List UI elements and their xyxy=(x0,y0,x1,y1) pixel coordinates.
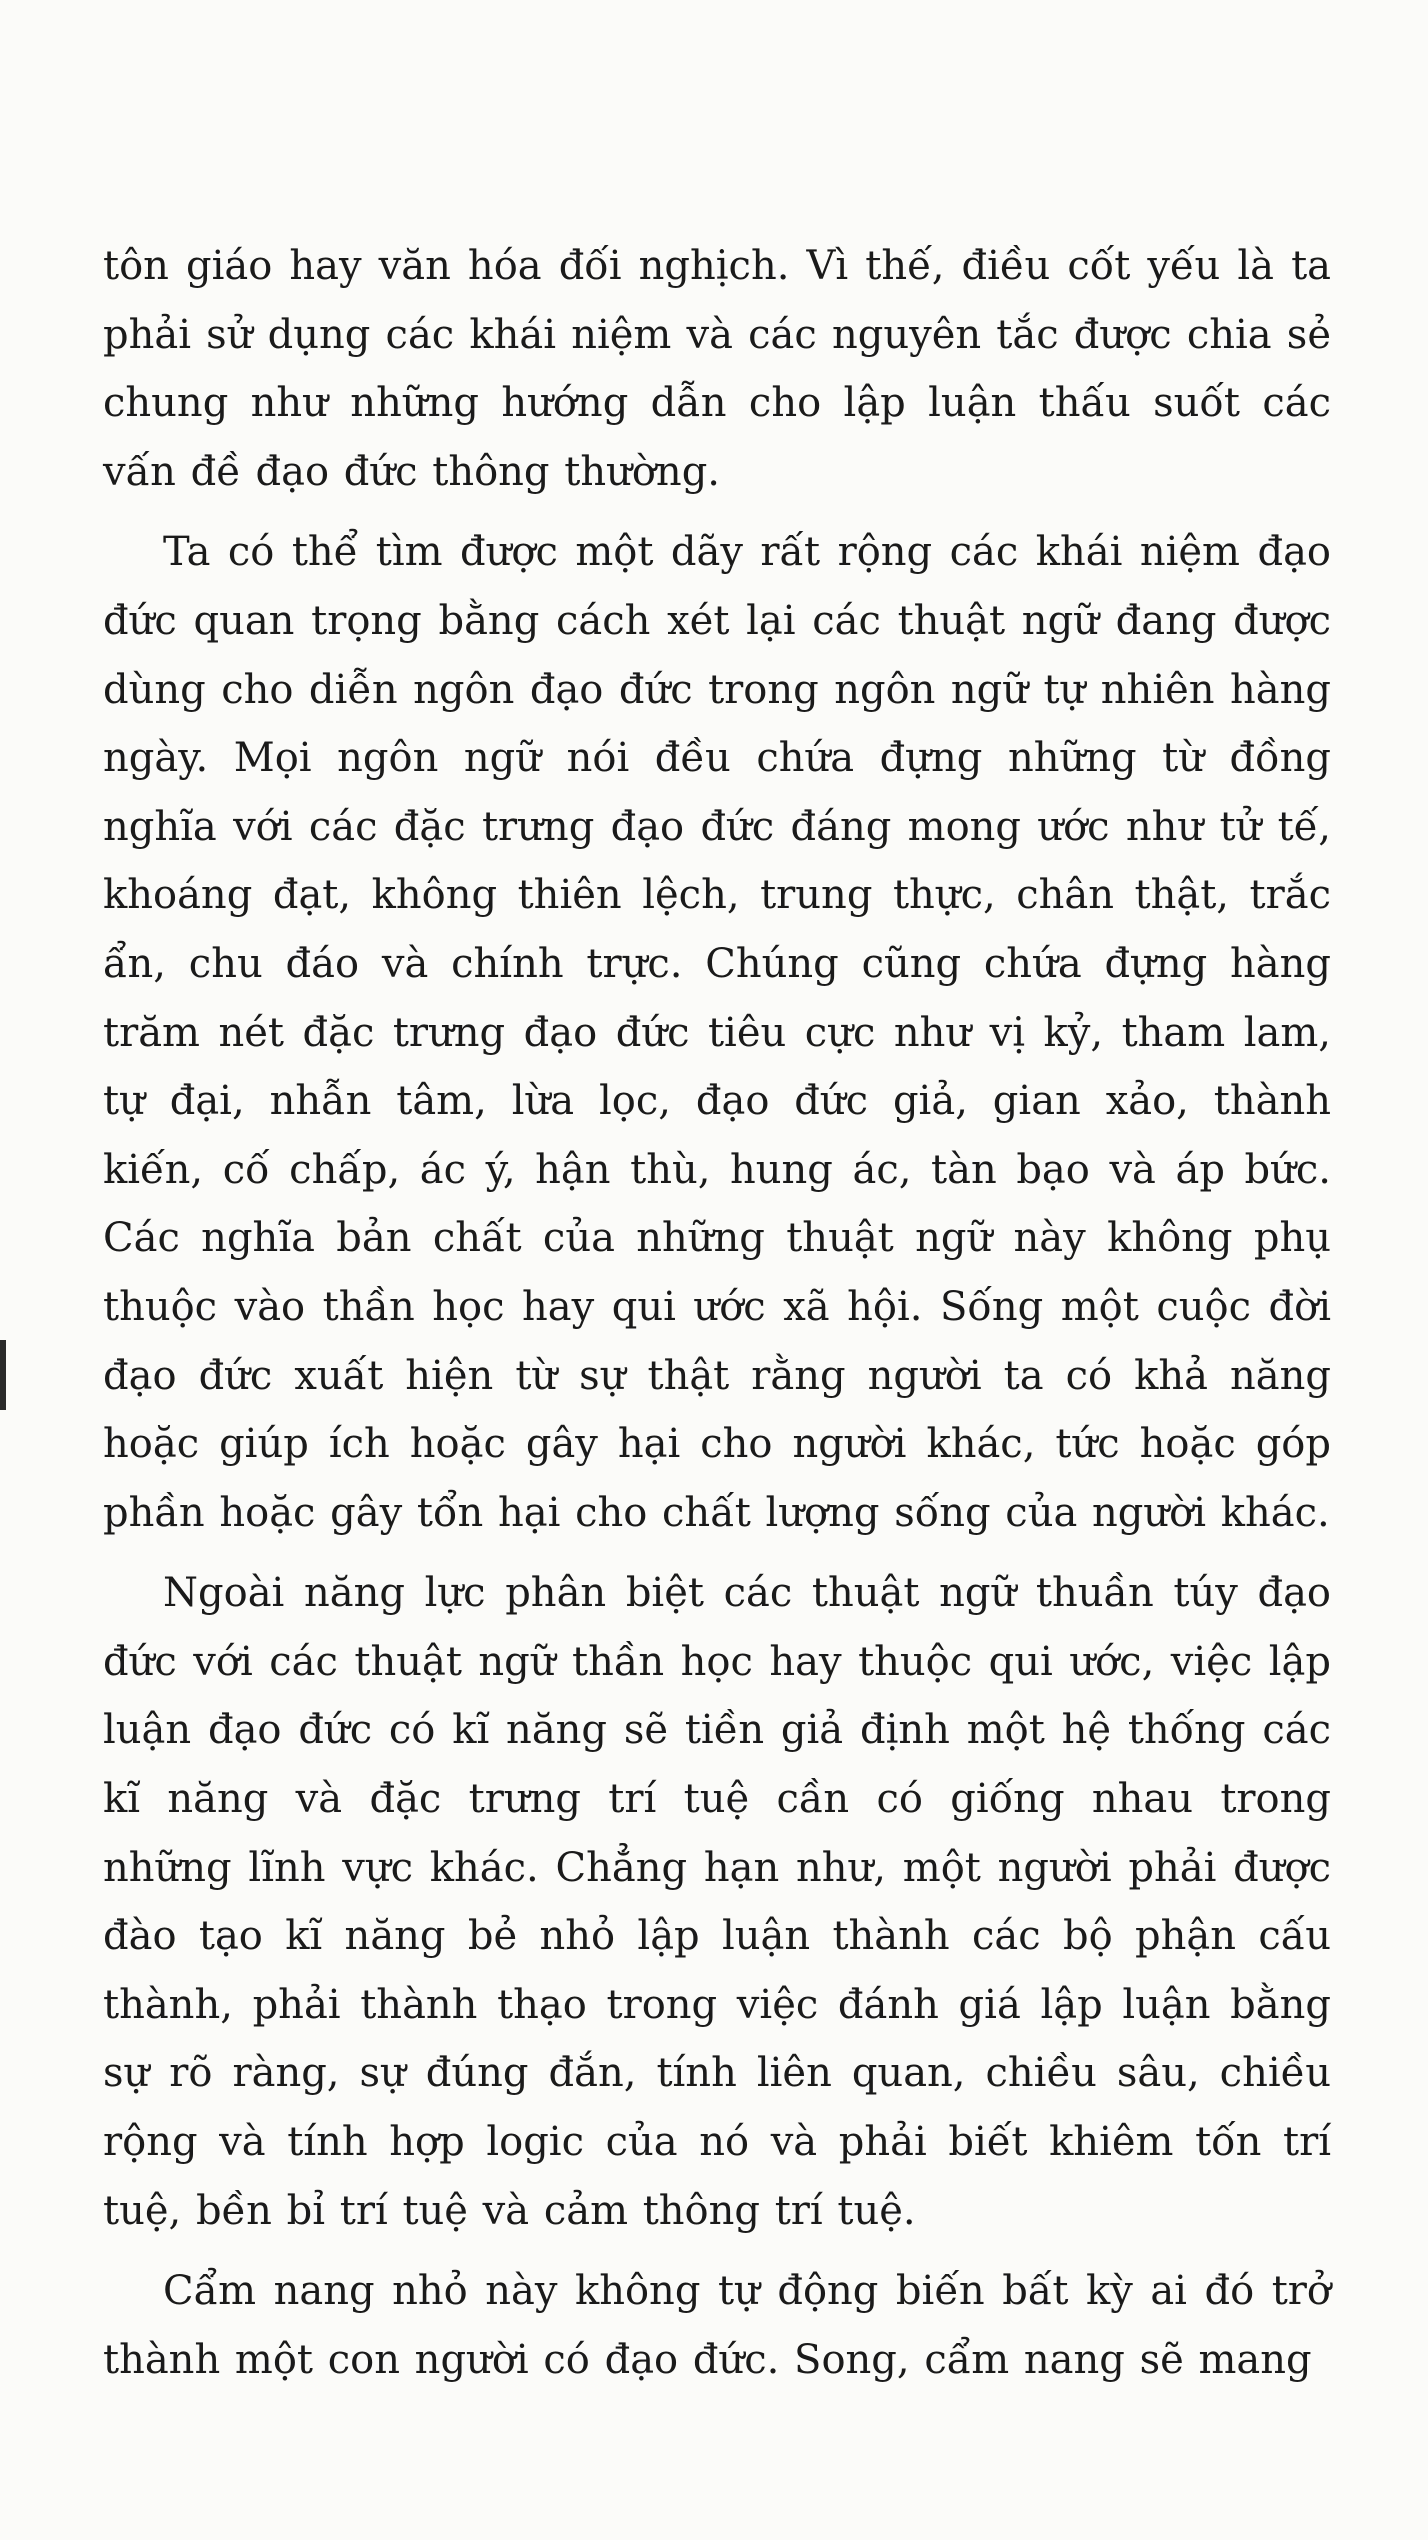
paragraph-3: Ngoài năng lực phân biệt các thuật ngữ thuần túy đạo đức với các thuật ngữ thần học hay thuộc qui ước, việc lập luận đạo đức có kĩ năng sẽ tiền giả định một hệ thống các kĩ năng và đặc trưng trí tuệ cần có giống nhau trong những lĩnh vực khác. Chẳng hạn như, một người phải được đào tạo kĩ năng bẻ nhỏ lập luận thành các bộ phận cấu thành, phải thành thạo trong việc đánh giá lập luận bằng sự rõ ràng, sự đúng đắn, tính liên quan, chiều sâu, chiều rộng và tính hợp logic của nó và phải biết khiêm tốn trí tuệ, bền bỉ trí tuệ và cảm thông trí tuệ. xyxy=(103,1570,1331,2234)
body-text xyxy=(103,232,1331,2406)
paragraph-1: tôn giáo hay văn hóa đối nghịch. Vì thế, điều cốt yếu là ta phải sử dụng các khái niệm và các nguyên tắc được chia sẻ chung như những hướng dẫn cho lập luận thấu suốt các vấn đề đạo đức thông thường. xyxy=(103,243,1331,495)
paragraph-2: Ta có thể tìm được một dãy rất rộng các khái niệm đạo đức quan trọng bằng cách xét lại các thuật ngữ đang được dùng cho diễn ngôn đạo đức trong ngôn ngữ tự nhiên hàng ngày. Mọi ngôn ngữ nói đều chứa đựng những từ đồng nghĩa với các đặc trưng đạo đức đáng mong ước như tử tế, khoáng đạt, không thiên lệch, trung thực, chân thật, trắc ẩn, chu đáo và chính trực. Chúng cũng chứa đựng hàng trăm nét đặc trưng đạo đức tiêu cực như vị kỷ, tham lam, tự đại, nhẫn tâm, lừa lọc, đạo đức giả, gian xảo, thành kiến, cố chấp, ác ý, hận thù, hung ác, tàn bạo và áp bức. Các nghĩa bản chất của những thuật ngữ này không phụ thuộc vào thần học hay qui ước xã hội. Sống một cuộc đời đạo đức xuất hiện từ sự thật rằng người ta có khả năng hoặc giúp ích hoặc gây hại cho người khác, tức hoặc góp phần hoặc gây tổn hại cho chất lượng sống của người khác. xyxy=(103,529,1331,1536)
page-binding-shadow xyxy=(0,1340,6,1410)
paragraph-4: Cẩm nang nhỏ này không tự động biến bất kỳ ai đó trở thành một con người có đạo đức. Song, cẩm nang sẽ mang xyxy=(103,2268,1331,2383)
